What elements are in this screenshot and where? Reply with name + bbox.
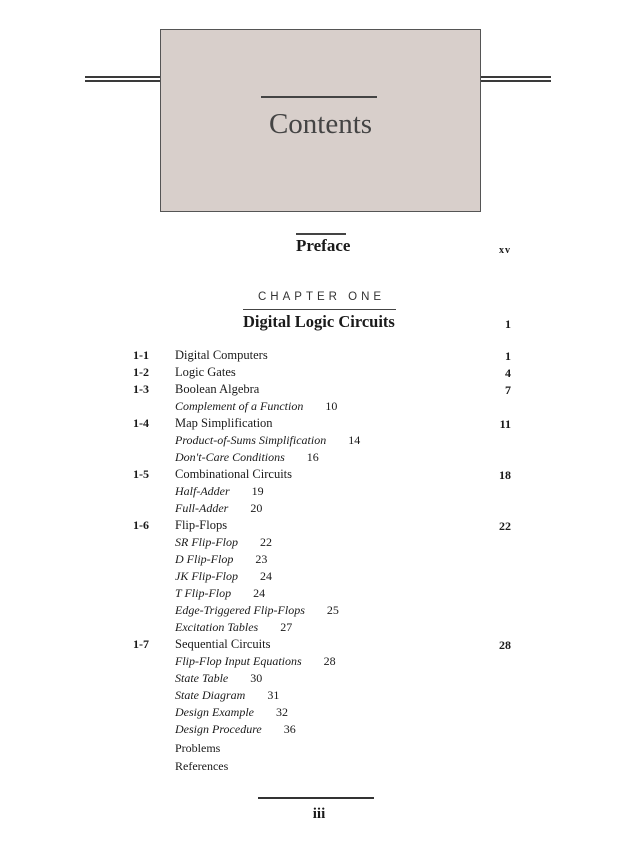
section-number: 1-2 [133,365,149,379]
subsection-page: 28 [323,654,336,668]
subsection-entry [175,654,336,669]
subsection-title: Edge-Triggered Flip-Flops [175,603,305,617]
subsection-entry [175,603,339,618]
toc-section-row[interactable] [0,518,638,535]
section-page: 18 [499,468,511,482]
subsection-entry [175,722,296,737]
subsection-title: D Flip-Flop [175,552,234,566]
subsection-page: 24 [253,586,266,600]
subsection-page: 14 [348,433,361,447]
subsection-page: 20 [250,501,263,515]
section-number: 1-1 [133,348,149,362]
subsection-entry [175,484,264,499]
subsection-page: 23 [255,552,268,566]
subsection-title: State Diagram [175,688,246,702]
subsection-title: JK Flip-Flop [175,569,238,583]
toc-subsection-row[interactable] [0,688,638,705]
section-title: Boolean Algebra [175,382,260,396]
section-page: 4 [505,366,511,380]
preface-rule [296,233,346,235]
page-number: iii [312,806,326,822]
preface-page: xv [499,245,511,256]
subsection-entry [175,620,292,635]
section-page: 22 [499,519,511,533]
toc-section-row[interactable] [0,382,638,399]
subsection-entry [175,705,288,720]
toc-tail-row[interactable] [0,741,638,758]
section-number: 1-5 [133,467,149,481]
section-title: Sequential Circuits [175,637,271,651]
section-title: Combinational Circuits [175,467,293,481]
section-number: 1-7 [133,637,149,651]
subsection-page: 27 [280,620,293,634]
section-page: 11 [499,417,511,431]
section-title: Logic Gates [175,365,236,379]
table-of-contents [0,348,638,776]
toc-section-row[interactable] [0,348,638,365]
toc-subsection-row[interactable] [0,433,638,450]
subsection-page: 16 [306,450,319,464]
toc-section-row[interactable] [0,467,638,484]
subsection-page: 31 [267,688,280,702]
chapter-page: 1 [505,317,511,331]
subsection-title: T Flip-Flop [175,586,232,600]
toc-section-row[interactable] [0,416,638,433]
chapter-rule [243,309,396,310]
chapter-title[interactable]: Digital Logic Circuits [243,312,395,331]
toc-subsection-row[interactable] [0,552,638,569]
toc-subsection-row[interactable] [0,705,638,722]
left-double-rule-bottom [85,80,161,82]
right-double-rule-bottom [480,80,551,82]
toc-subsection-row[interactable] [0,399,638,416]
toc-subsection-row[interactable] [0,722,638,739]
subsection-page: 24 [260,569,272,583]
tail-title: Problems [175,741,221,755]
section-page: 28 [499,638,511,652]
toc-subsection-row[interactable] [0,569,638,586]
subsection-page: 25 [326,603,339,617]
section-page: 7 [505,383,511,397]
tail-title: References [175,759,229,773]
contents-header-box [160,29,481,212]
subsection-entry [175,671,262,686]
subsection-title: Half-Adder [175,484,230,498]
toc-subsection-row[interactable] [0,535,638,552]
subsection-entry [175,433,360,448]
right-double-rule-top [480,76,551,78]
subsection-title: State Table [175,671,229,685]
subsection-title: Excitation Tables [175,620,259,634]
subsection-entry [175,450,319,465]
toc-section-row[interactable] [0,365,638,382]
toc-subsection-row[interactable] [0,586,638,603]
subsection-page: 32 [275,705,288,719]
subsection-title: Don't-Care Conditions [175,450,285,464]
subsection-entry [175,569,272,584]
toc-subsection-row[interactable] [0,671,638,688]
subsection-title: Full-Adder [175,501,229,515]
subsection-page: 36 [283,722,296,736]
subsection-entry [175,552,267,567]
toc-tail-row[interactable] [0,759,638,776]
subsection-entry [175,501,262,516]
toc-subsection-row[interactable] [0,484,638,501]
subsection-page: 22 [260,535,272,549]
subsection-title: Design Procedure [175,722,262,736]
section-page: 1 [505,349,511,363]
subsection-title: SR Flip-Flop [175,535,238,549]
section-title: Flip-Flops [175,518,228,532]
toc-subsection-row[interactable] [0,654,638,671]
subsection-entry [175,535,272,550]
subsection-entry [175,399,337,414]
subsection-entry [175,688,279,703]
header-rule [261,96,377,98]
page-title: Contents [268,108,373,140]
section-title: Digital Computers [175,348,268,362]
subsection-page: 10 [325,399,338,413]
toc-subsection-row[interactable] [0,603,638,620]
subsection-page: 30 [250,671,263,685]
section-number: 1-6 [133,518,149,532]
subsection-page: 19 [251,484,264,498]
section-number: 1-3 [133,382,149,396]
subsection-title: Design Example [175,705,254,719]
section-title: Map Simplification [175,416,273,430]
subsection-title: Flip-Flop Input Equations [175,654,302,668]
toc-subsection-row[interactable] [0,450,638,467]
subsection-entry [175,586,265,601]
toc-subsection-row[interactable] [0,501,638,518]
subsection-title: Complement of a Function [175,399,304,413]
subsection-title: Product-of-Sums Simplification [175,433,327,447]
toc-section-row[interactable] [0,637,638,654]
preface-title[interactable]: Preface [296,236,351,255]
chapter-label: CHAPTER ONE [258,291,386,303]
section-number: 1-4 [133,416,149,430]
toc-subsection-row[interactable] [0,620,638,637]
left-double-rule-top [85,76,161,78]
footer-rule [258,797,374,799]
